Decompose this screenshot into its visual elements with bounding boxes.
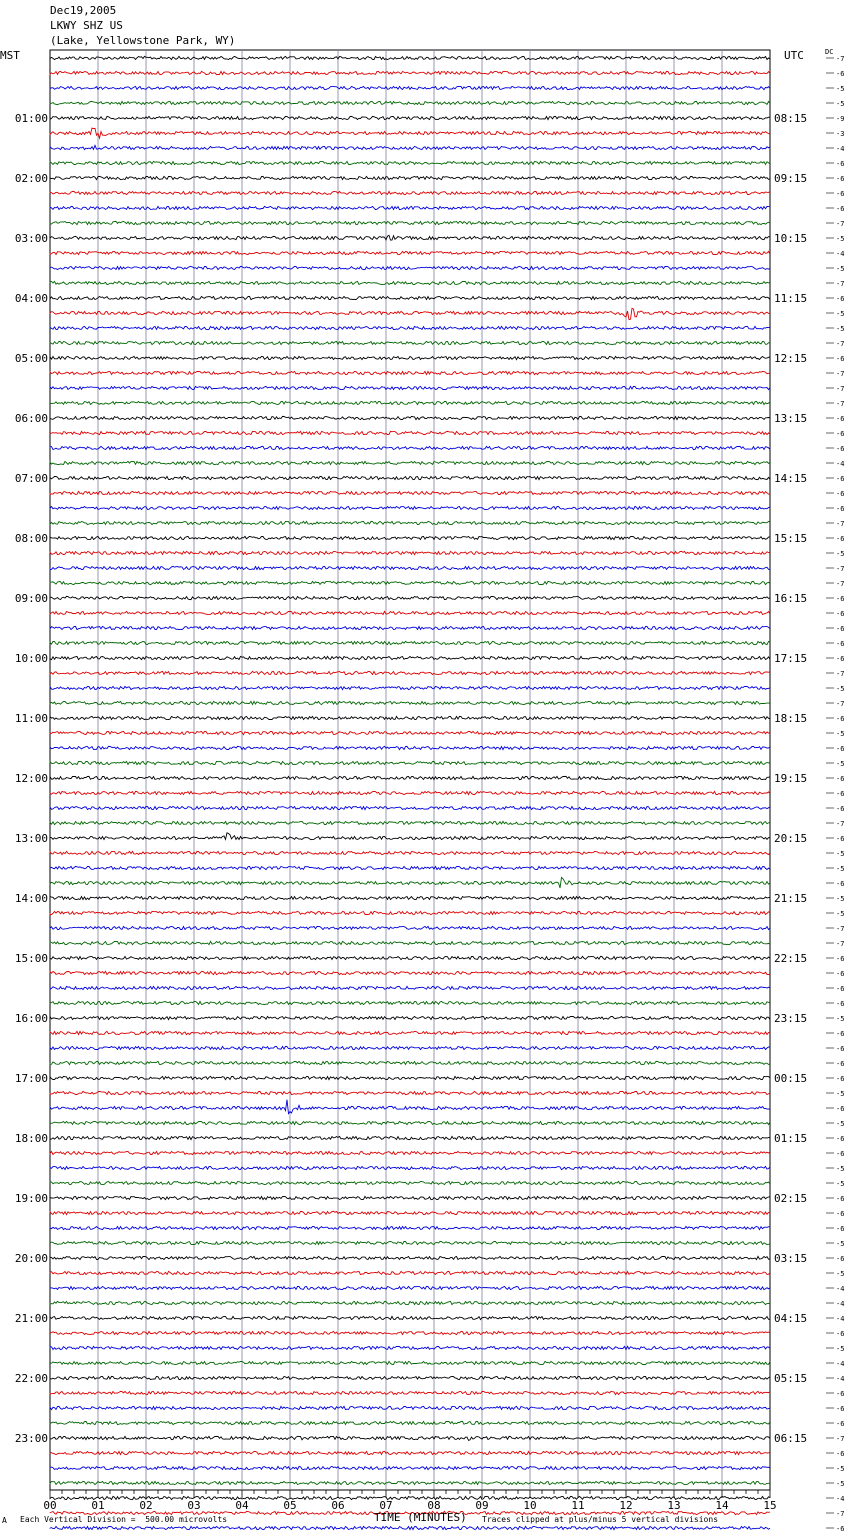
- trace-row-11: [50, 221, 770, 224]
- dc-offset-label: -6: [836, 175, 845, 183]
- trace-row-93: [50, 1451, 770, 1454]
- trace-row-79: [50, 1241, 770, 1244]
- header-station: LKWY SHZ US: [50, 19, 123, 32]
- x-tick-label: 13: [667, 1499, 681, 1512]
- utc-hour-label: 11:15: [774, 292, 808, 305]
- trace-row-26: [50, 446, 770, 449]
- dc-offset-label: -6: [836, 1135, 845, 1143]
- mst-hour-label: 13:00: [14, 832, 48, 845]
- x-tick-label: 03: [187, 1499, 201, 1512]
- dc-offset-label: -7: [836, 280, 845, 288]
- trace-row-80: [50, 1256, 770, 1259]
- trace-row-13: [50, 251, 770, 254]
- header-location: (Lake, Yellowstone Park, WY): [50, 34, 236, 47]
- trace-row-25: [50, 431, 770, 434]
- trace-row-10: [50, 206, 770, 209]
- mst-hour-label: 19:00: [14, 1192, 48, 1205]
- mst-hour-label: 12:00: [14, 772, 48, 785]
- trace-row-61: [50, 971, 770, 974]
- trace-row-43: [50, 701, 770, 704]
- utc-hour-label: 12:15: [774, 352, 808, 365]
- dc-offset-label: -5: [836, 1240, 845, 1248]
- mst-hour-label: 17:00: [14, 1072, 48, 1085]
- utc-hour-label: 18:15: [774, 712, 808, 725]
- dc-offset-label: -4: [836, 1375, 845, 1383]
- corner-mark: A: [2, 1516, 7, 1525]
- trace-row-57: [50, 911, 770, 914]
- trace-row-2: [50, 86, 770, 89]
- right-timezone-label: UTC: [784, 49, 804, 62]
- dc-offset-label: -6: [836, 970, 845, 978]
- trace-row-22: [50, 386, 770, 389]
- dc-offset-label: -6: [836, 70, 845, 78]
- dc-offset-label: -7: [836, 385, 845, 393]
- trace-row-73: [50, 1151, 770, 1154]
- trace-row-7: [50, 161, 770, 164]
- x-tick-label: 06: [331, 1499, 345, 1512]
- utc-hour-label: 06:15: [774, 1432, 808, 1445]
- x-tick-label: 14: [715, 1499, 729, 1512]
- trace-row-52: [50, 833, 770, 840]
- dc-offset-label: -7: [836, 940, 845, 948]
- trace-row-75: [50, 1181, 770, 1184]
- dc-offset-label: -6: [836, 415, 845, 423]
- trace-row-14: [50, 266, 770, 269]
- dc-offset-label: -6: [836, 1075, 845, 1083]
- dc-offset-label: -6: [836, 1150, 845, 1158]
- dc-offset-label: -6: [836, 160, 845, 168]
- dc-offset-label: -5: [836, 685, 845, 693]
- x-tick-label: 07: [379, 1499, 393, 1512]
- trace-row-91: [50, 1421, 770, 1424]
- trace-row-81: [50, 1271, 770, 1274]
- trace-row-44: [50, 716, 770, 719]
- scale-note: Each Vertical Division = 500.00 microvolts: [20, 1515, 228, 1524]
- mst-hour-label: 02:00: [14, 172, 48, 185]
- dc-offset-label: -7: [836, 820, 845, 828]
- x-axis-title: TIME (MINUTES): [374, 1511, 467, 1524]
- utc-hour-label: 01:15: [774, 1132, 808, 1145]
- dc-offset-label: -5: [836, 310, 845, 318]
- dc-offset-label: -4: [836, 460, 845, 468]
- utc-hour-label: 20:15: [774, 832, 808, 845]
- dc-offset-label: -6: [836, 1045, 845, 1053]
- dc-offset-label: -6: [836, 475, 845, 483]
- utc-hour-label: 05:15: [774, 1372, 808, 1385]
- mst-hour-label: 09:00: [14, 592, 48, 605]
- trace-row-76: [50, 1196, 770, 1199]
- dc-offset-label: -6: [836, 805, 845, 813]
- header-date: Dec19,2005: [50, 4, 117, 17]
- utc-hour-label: 23:15: [774, 1012, 808, 1025]
- trace-row-42: [50, 686, 770, 689]
- trace-row-94: [50, 1466, 770, 1469]
- x-tick-label: 02: [139, 1499, 153, 1512]
- trace-row-29: [50, 491, 770, 494]
- utc-hour-label: 15:15: [774, 532, 808, 545]
- utc-hour-label: 16:15: [774, 592, 808, 605]
- mst-hour-label: 22:00: [14, 1372, 48, 1385]
- trace-row-85: [50, 1331, 770, 1334]
- dc-offset-label: -5: [836, 265, 845, 273]
- dc-label: DC: [825, 48, 834, 56]
- utc-hour-label: 03:15: [774, 1252, 808, 1265]
- trace-row-1: [50, 71, 770, 74]
- trace-row-47: [50, 761, 770, 764]
- trace-row-56: [50, 896, 770, 899]
- dc-offset-label: -6: [836, 1210, 845, 1218]
- trace-row-90: [50, 1406, 770, 1409]
- dc-offset-label: -7: [836, 520, 845, 528]
- trace-row-18: [50, 326, 770, 329]
- dc-offset-label: -6: [836, 790, 845, 798]
- dc-offset-label: -6: [836, 745, 845, 753]
- x-tick-label: 11: [571, 1499, 585, 1512]
- dc-offset-label: -4: [836, 1315, 845, 1323]
- dc-offset-label: -6: [836, 880, 845, 888]
- dc-offset-label: -6: [836, 1225, 845, 1233]
- dc-offset-label: -5: [836, 85, 845, 93]
- trace-row-35: [50, 581, 770, 584]
- dc-offset-label: -6: [836, 715, 845, 723]
- trace-row-63: [50, 1001, 770, 1004]
- trace-row-4: [50, 116, 770, 119]
- trace-row-9: [50, 191, 770, 194]
- dc-offset-label: -6: [836, 595, 845, 603]
- dc-offset-label: -7: [836, 1510, 845, 1518]
- dc-offset-label: -6: [836, 490, 845, 498]
- dc-offset-label: -4: [836, 250, 845, 258]
- dc-offset-label: -7: [836, 565, 845, 573]
- dc-offset-label: -5: [836, 550, 845, 558]
- dc-offset-label: -4: [836, 1300, 845, 1308]
- dc-offset-label: -5: [836, 1120, 845, 1128]
- trace-row-12: [50, 235, 770, 240]
- dc-offset-label: -6: [836, 190, 845, 198]
- mst-hour-label: 07:00: [14, 472, 48, 485]
- dc-offset-label: -4: [836, 1495, 845, 1503]
- utc-hour-label: 21:15: [774, 892, 808, 905]
- dc-offset-label: -7: [836, 400, 845, 408]
- trace-row-3: [50, 101, 770, 104]
- trace-row-46: [50, 746, 770, 749]
- utc-hour-label: 00:15: [774, 1072, 808, 1085]
- trace-row-34: [50, 566, 770, 569]
- dc-offset-label: -6: [836, 775, 845, 783]
- trace-row-41: [50, 671, 770, 674]
- dc-offset-label: -6: [836, 1000, 845, 1008]
- dc-offset-label: -5: [836, 1480, 845, 1488]
- trace-row-96: [50, 1496, 770, 1499]
- dc-offset-label: -7: [836, 1435, 845, 1443]
- clip-note: Traces clipped at plus/minus 5 vertical divisions: [482, 1515, 719, 1524]
- dc-offset-label: -5: [836, 1270, 845, 1278]
- utc-hour-label: 19:15: [774, 772, 808, 785]
- dc-offset-label: -4: [836, 1360, 845, 1368]
- trace-row-78: [50, 1226, 770, 1229]
- mst-hour-label: 01:00: [14, 112, 48, 125]
- dc-offset-label: -9: [836, 115, 845, 123]
- utc-hour-label: 08:15: [774, 112, 808, 125]
- trace-row-54: [50, 866, 770, 869]
- trace-row-8: [50, 176, 770, 179]
- x-tick-label: 10: [523, 1499, 537, 1512]
- dc-offset-label: -6: [836, 1525, 845, 1533]
- trace-row-15: [50, 281, 770, 284]
- mst-hour-label: 23:00: [14, 1432, 48, 1445]
- utc-hour-label: 14:15: [774, 472, 808, 485]
- trace-row-87: [50, 1361, 770, 1364]
- trace-row-17: [50, 308, 770, 319]
- utc-hour-label: 10:15: [774, 232, 808, 245]
- dc-offset-label: -6: [836, 355, 845, 363]
- dc-offset-label: -5: [836, 1465, 845, 1473]
- mst-hour-label: 05:00: [14, 352, 48, 365]
- utc-hour-label: 22:15: [774, 952, 808, 965]
- mst-hour-label: 04:00: [14, 292, 48, 305]
- dc-offset-label: -5: [836, 865, 845, 873]
- trace-row-6: [50, 145, 770, 149]
- dc-offset-label: -6: [836, 1330, 845, 1338]
- dc-offset-label: -7: [836, 580, 845, 588]
- dc-offset-label: -5: [836, 895, 845, 903]
- dc-offset-label: -6: [836, 445, 845, 453]
- trace-row-51: [50, 821, 770, 824]
- mst-hour-label: 21:00: [14, 1312, 48, 1325]
- dc-offset-label: -5: [836, 1165, 845, 1173]
- dc-offset-label: -7: [836, 925, 845, 933]
- mst-hour-label: 14:00: [14, 892, 48, 905]
- trace-row-23: [50, 401, 770, 404]
- dc-offset-label: -7: [836, 370, 845, 378]
- trace-row-71: [50, 1121, 770, 1124]
- trace-row-58: [50, 926, 770, 929]
- dc-offset-label: -5: [836, 1180, 845, 1188]
- dc-offset-label: -6: [836, 505, 845, 513]
- dc-offset-label: -4: [836, 145, 845, 153]
- left-timezone-label: MST: [0, 49, 20, 62]
- trace-row-65: [50, 1031, 770, 1034]
- trace-row-95: [50, 1481, 770, 1484]
- utc-hour-label: 13:15: [774, 412, 808, 425]
- dc-offset-label: -5: [836, 1345, 845, 1353]
- trace-row-36: [50, 596, 770, 599]
- dc-offset-label: -7: [836, 220, 845, 228]
- x-tick-label: 12: [619, 1499, 633, 1512]
- trace-row-38: [50, 626, 770, 629]
- trace-row-31: [50, 521, 770, 524]
- trace-row-59: [50, 941, 770, 944]
- dc-offset-label: -6: [836, 1405, 845, 1413]
- trace-row-98: [50, 1526, 770, 1529]
- dc-offset-label: -5: [836, 235, 845, 243]
- dc-offset-label: -6: [836, 430, 845, 438]
- mst-hour-label: 11:00: [14, 712, 48, 725]
- dc-offset-label: -7: [836, 55, 845, 63]
- trace-row-83: [50, 1301, 770, 1304]
- dc-offset-label: -6: [836, 655, 845, 663]
- trace-row-86: [50, 1346, 770, 1349]
- trace-row-88: [50, 1376, 770, 1379]
- dc-offset-label: -6: [836, 1420, 845, 1428]
- dc-offset-label: -5: [836, 325, 845, 333]
- trace-row-84: [50, 1316, 770, 1319]
- dc-offset-label: -6: [836, 1105, 845, 1113]
- utc-hour-label: 04:15: [774, 1312, 808, 1325]
- trace-row-67: [50, 1061, 770, 1064]
- trace-row-60: [50, 956, 770, 959]
- mst-hour-label: 18:00: [14, 1132, 48, 1145]
- x-tick-label: 04: [235, 1499, 249, 1512]
- trace-row-33: [50, 551, 770, 554]
- trace-row-72: [50, 1136, 770, 1139]
- trace-row-32: [50, 536, 770, 539]
- dc-offset-label: -6: [836, 835, 845, 843]
- x-tick-label: 08: [427, 1499, 441, 1512]
- x-tick-label: 09: [475, 1499, 489, 1512]
- trace-row-68: [50, 1076, 770, 1079]
- dc-offset-label: -5: [836, 1090, 845, 1098]
- trace-row-0: [50, 56, 770, 59]
- trace-row-64: [50, 1016, 770, 1019]
- trace-row-70: [50, 1100, 770, 1114]
- trace-row-45: [50, 731, 770, 734]
- trace-row-48: [50, 776, 770, 779]
- dc-offset-label: -6: [836, 1195, 845, 1203]
- trace-row-40: [50, 656, 770, 659]
- trace-row-21: [50, 371, 770, 374]
- trace-row-39: [50, 641, 770, 644]
- x-tick-label: 05: [283, 1499, 297, 1512]
- dc-offset-label: -6: [836, 955, 845, 963]
- x-tick-label: 00: [43, 1499, 57, 1512]
- dc-offset-label: -6: [836, 1030, 845, 1038]
- dc-offset-label: -5: [836, 760, 845, 768]
- trace-row-66: [50, 1046, 770, 1049]
- mst-hour-label: 06:00: [14, 412, 48, 425]
- trace-row-77: [50, 1211, 770, 1214]
- trace-row-49: [50, 791, 770, 794]
- trace-row-16: [50, 296, 770, 299]
- dc-offset-label: -7: [836, 670, 845, 678]
- dc-offset-label: -6: [836, 610, 845, 618]
- dc-offset-label: -5: [836, 730, 845, 738]
- dc-offset-label: -6: [836, 535, 845, 543]
- utc-hour-label: 09:15: [774, 172, 808, 185]
- trace-row-69: [50, 1091, 770, 1094]
- dc-offset-label: -6: [836, 1255, 845, 1263]
- dc-offset-label: -7: [836, 340, 845, 348]
- dc-offset-label: -6: [836, 625, 845, 633]
- trace-row-50: [50, 806, 770, 809]
- dc-offset-label: -4: [836, 1285, 845, 1293]
- utc-hour-label: 17:15: [774, 652, 808, 665]
- trace-row-30: [50, 506, 770, 509]
- trace-row-20: [50, 356, 770, 359]
- dc-offset-label: -5: [836, 910, 845, 918]
- mst-hour-label: 08:00: [14, 532, 48, 545]
- trace-row-27: [50, 461, 770, 464]
- mst-hour-label: 03:00: [14, 232, 48, 245]
- mst-hour-label: 20:00: [14, 1252, 48, 1265]
- dc-offset-label: -7: [836, 700, 845, 708]
- trace-row-5: [50, 128, 770, 138]
- trace-row-19: [50, 341, 770, 344]
- trace-row-24: [50, 416, 770, 419]
- dc-offset-label: -6: [836, 1060, 845, 1068]
- dc-offset-label: -5: [836, 100, 845, 108]
- trace-row-89: [50, 1391, 770, 1394]
- trace-row-82: [50, 1286, 770, 1289]
- trace-row-92: [50, 1436, 770, 1440]
- dc-offset-label: -6: [836, 985, 845, 993]
- utc-hour-label: 02:15: [774, 1192, 808, 1205]
- trace-row-28: [50, 476, 770, 479]
- trace-row-55: [50, 877, 770, 888]
- dc-offset-label: -6: [836, 205, 845, 213]
- trace-row-74: [50, 1166, 770, 1169]
- x-tick-label: 01: [91, 1499, 105, 1512]
- dc-offset-label: -6: [836, 1450, 845, 1458]
- trace-row-37: [50, 611, 770, 614]
- dc-offset-label: -3: [836, 130, 845, 138]
- dc-offset-label: -6: [836, 640, 845, 648]
- trace-row-53: [50, 851, 770, 854]
- dc-offset-label: -5: [836, 1015, 845, 1023]
- mst-hour-label: 16:00: [14, 1012, 48, 1025]
- dc-offset-label: -6: [836, 295, 845, 303]
- x-tick-label: 15: [763, 1499, 777, 1512]
- trace-row-62: [50, 986, 770, 989]
- mst-hour-label: 15:00: [14, 952, 48, 965]
- dc-offset-label: -5: [836, 850, 845, 858]
- mst-hour-label: 10:00: [14, 652, 48, 665]
- dc-offset-label: -6: [836, 1390, 845, 1398]
